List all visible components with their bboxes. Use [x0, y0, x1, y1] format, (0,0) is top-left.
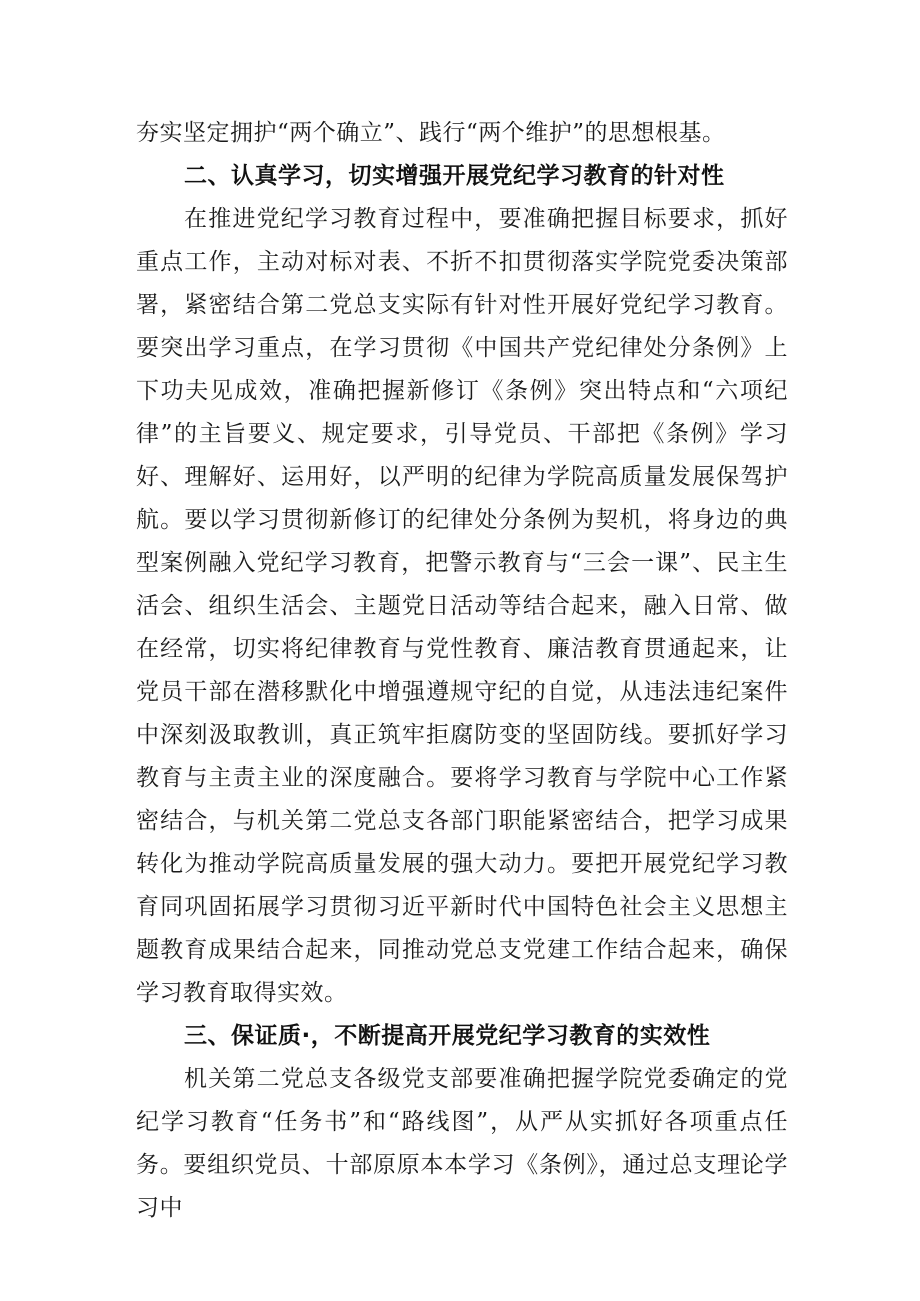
document-body: [136, 112, 788, 1230]
paragraph-section-2: 在推进党纪学习教育过程中，要准确把握目标要求，抓好重点工作，主动对标对表、不折不扣贯彻落实学院党委决策部署，紧密结合第二党总支实际有针对性开展好党纪学习教育。要突出学习重点，在学习贯彻《中国共产党纪律处分条例》上下功夫见成效，准确把握新修订《条例》突出特点和“六项纪律”的主旨要义、规定要求，引导党员、干部把《条例》学习好、理解好、运用好，以严明的纪律为学院高质量发展保驾护航。要以学习贯彻新修订的纪律处分条例为契机，将身边的典型案例融入党纪学习教育，把警示教育与“三会一课”、民主生活会、组织生活会、主题党日活动等结合起来，融入日常、做在经常，切实将纪律教育与党性教育、廉洁教育贯通起来，让党员干部在潜移默化中增强遵规守纪的自觉，从违法违纪案件中深刻汲取教训，真正筑牢拒腐防变的坚固防线。要抓好学习教育与主责主业的深度融合。要将学习教育与学院中心工作紧密结合，与机关第二党总支各部门职能紧密结合，把学习成果转化为推动学院高质量发展的强大动力。要把开展党纪学习教育同巩固拓展学习贯彻习近平新时代中国特色社会主义思想主题教育成果结合起来，同推动党总支党建工作结合起来，确保学习教育取得实效。: [136, 206, 788, 1006]
section-heading-3: 三、保证质·，不断提高开展党纪学习教育的实效性: [184, 1023, 711, 1049]
paragraph-section-3: 机关第二党总支各级党支部要准确把握学院党委确定的党纪学习教育“任务书”和“路线图”，从严从实抓好各项重点任务。要组织党员、十部原原本本学习《条例》，通过总支理论学习中: [136, 1066, 788, 1221]
section-heading-2: 二、认真学习，切实增强开展党纪学习教育的针对性: [184, 163, 725, 189]
paragraph-continuation: 夯实坚定拥护“两个确立”、践行“两个维护”的思想根基。: [136, 120, 726, 146]
